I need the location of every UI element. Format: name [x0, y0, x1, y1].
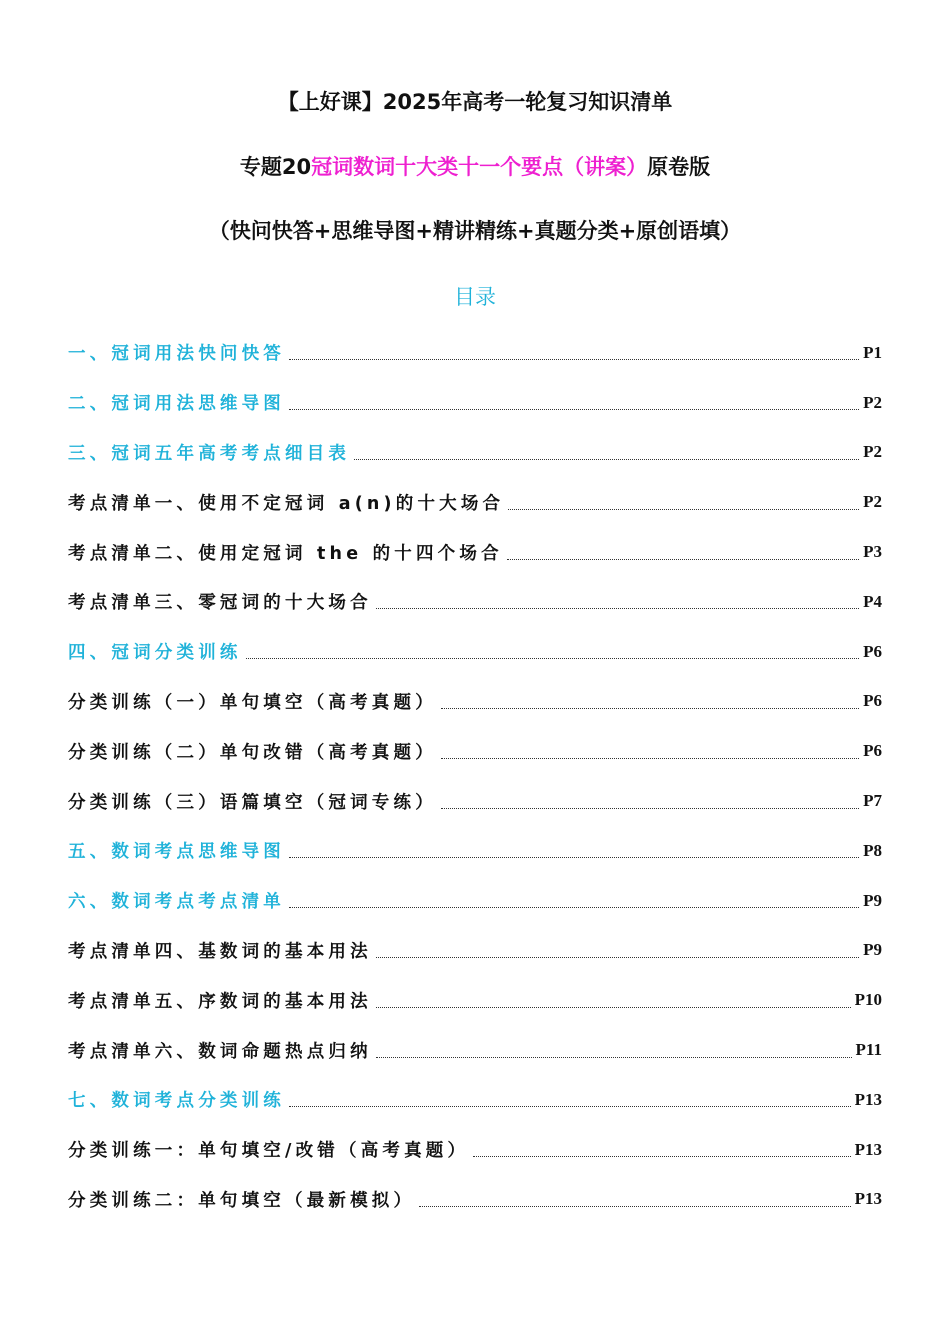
toc-entry-label: 七、数词考点分类训练 — [68, 1091, 285, 1112]
dot-leader — [289, 395, 859, 410]
toc-entry-page: P9 — [863, 890, 882, 910]
toc-entry[interactable] — [68, 477, 882, 527]
toc-entry-page: P10 — [854, 990, 882, 1010]
toc-entry-page: P11 — [855, 1040, 882, 1060]
dot-leader — [289, 843, 859, 858]
toc-entry-page: P7 — [863, 791, 882, 811]
toc-entry[interactable] — [68, 677, 882, 727]
toc-entry[interactable] — [68, 527, 882, 577]
toc-entry-label: 考点清单五、序数词的基本用法 — [68, 991, 372, 1012]
toc-entry-page: P2 — [863, 492, 882, 512]
toc-entry-label: 五、数词考点思维导图 — [68, 842, 285, 863]
toc-entry[interactable] — [68, 726, 882, 776]
dot-leader — [419, 1192, 850, 1207]
toc-entry-page: P2 — [863, 442, 882, 462]
toc-entry[interactable] — [68, 826, 882, 876]
subtitle-suffix: 原卷版 — [647, 155, 711, 179]
toc-entry-page: P3 — [863, 542, 882, 562]
dot-leader — [441, 694, 859, 709]
toc-entry[interactable] — [68, 1075, 882, 1125]
toc-entry-label: 考点清单四、基数词的基本用法 — [68, 941, 372, 962]
toc-entry-label: 二、冠词用法思维导图 — [68, 394, 285, 415]
toc-entry-label: 考点清单三、零冠词的十大场合 — [68, 593, 372, 614]
toc-entry-page: P2 — [863, 392, 882, 412]
toc-entry-label: 分类训练（三）语篇填空（冠词专练） — [68, 792, 437, 813]
document-tagline: （快问快答+思维导图+精讲精练+真题分类+原创语填） — [208, 219, 742, 243]
dot-leader — [246, 644, 860, 659]
toc-entry-page: P13 — [854, 1139, 882, 1159]
toc-entry-label: 分类训练（二）单句改错（高考真题） — [68, 742, 437, 763]
toc-entry-label: 分类训练一：单句填空/改错（高考真题） — [68, 1141, 470, 1162]
toc-entry-label: 六、数词考点考点清单 — [68, 892, 285, 913]
toc-entry-page: P13 — [854, 1189, 882, 1209]
document-subtitle — [0, 151, 950, 181]
dot-leader — [473, 1142, 850, 1157]
document-title: 【上好课】2025年高考一轮复习知识清单 — [277, 90, 673, 114]
dot-leader — [441, 744, 859, 759]
dot-leader — [354, 445, 859, 460]
dot-leader — [289, 1092, 851, 1107]
toc-entry-label: 四、冠词分类训练 — [68, 643, 242, 664]
dot-leader — [376, 1043, 852, 1058]
toc-entry-page: P1 — [863, 342, 882, 362]
dot-leader — [376, 993, 851, 1008]
toc-entry[interactable] — [68, 776, 882, 826]
toc-entry-label: 考点清单一、使用不定冠词 a(n)的十大场合 — [68, 493, 505, 514]
dot-leader — [376, 594, 859, 609]
dot-leader — [376, 943, 859, 958]
toc-entry[interactable] — [68, 926, 882, 976]
toc-entry-page: P4 — [863, 591, 882, 611]
toc-entry[interactable] — [68, 975, 882, 1025]
toc-entry-page: P6 — [863, 641, 882, 661]
toc-entry[interactable] — [68, 627, 882, 677]
toc-entry-label: 分类训练（一）单句填空（高考真题） — [68, 692, 437, 713]
toc-entry-label: 考点清单六、数词命题热点归纳 — [68, 1041, 372, 1062]
toc-entry[interactable] — [68, 1175, 882, 1225]
dot-leader — [289, 893, 859, 908]
toc-entry[interactable] — [68, 876, 882, 926]
toc-entry[interactable] — [68, 328, 882, 378]
toc-heading: 目录 — [454, 285, 496, 309]
table-of-contents — [68, 328, 882, 1224]
toc-entry[interactable] — [68, 1125, 882, 1175]
dot-leader — [289, 345, 859, 360]
toc-entry[interactable] — [68, 378, 882, 428]
toc-entry-page: P13 — [854, 1089, 882, 1109]
dot-leader — [441, 794, 859, 809]
toc-entry-label: 分类训练二：单句填空（最新模拟） — [68, 1190, 416, 1211]
subtitle-prefix: 专题20 — [239, 155, 312, 179]
dot-leader — [508, 495, 859, 510]
toc-entry-label: 考点清单二、使用定冠词 the 的十四个场合 — [68, 543, 503, 564]
toc-entry-label: 一、冠词用法快问快答 — [68, 344, 285, 365]
toc-entry-label: 三、冠词五年高考考点细目表 — [68, 443, 351, 464]
subtitle-highlight: 冠词数词十大类十一个要点（讲案） — [311, 155, 648, 179]
toc-entry-page: P6 — [863, 741, 882, 761]
toc-entry-page: P8 — [863, 840, 882, 860]
toc-entry-page: P9 — [863, 940, 882, 960]
toc-entry[interactable] — [68, 428, 882, 478]
dot-leader — [507, 545, 859, 560]
toc-entry[interactable] — [68, 1025, 882, 1075]
toc-entry[interactable] — [68, 577, 882, 627]
toc-entry-page: P6 — [863, 691, 882, 711]
